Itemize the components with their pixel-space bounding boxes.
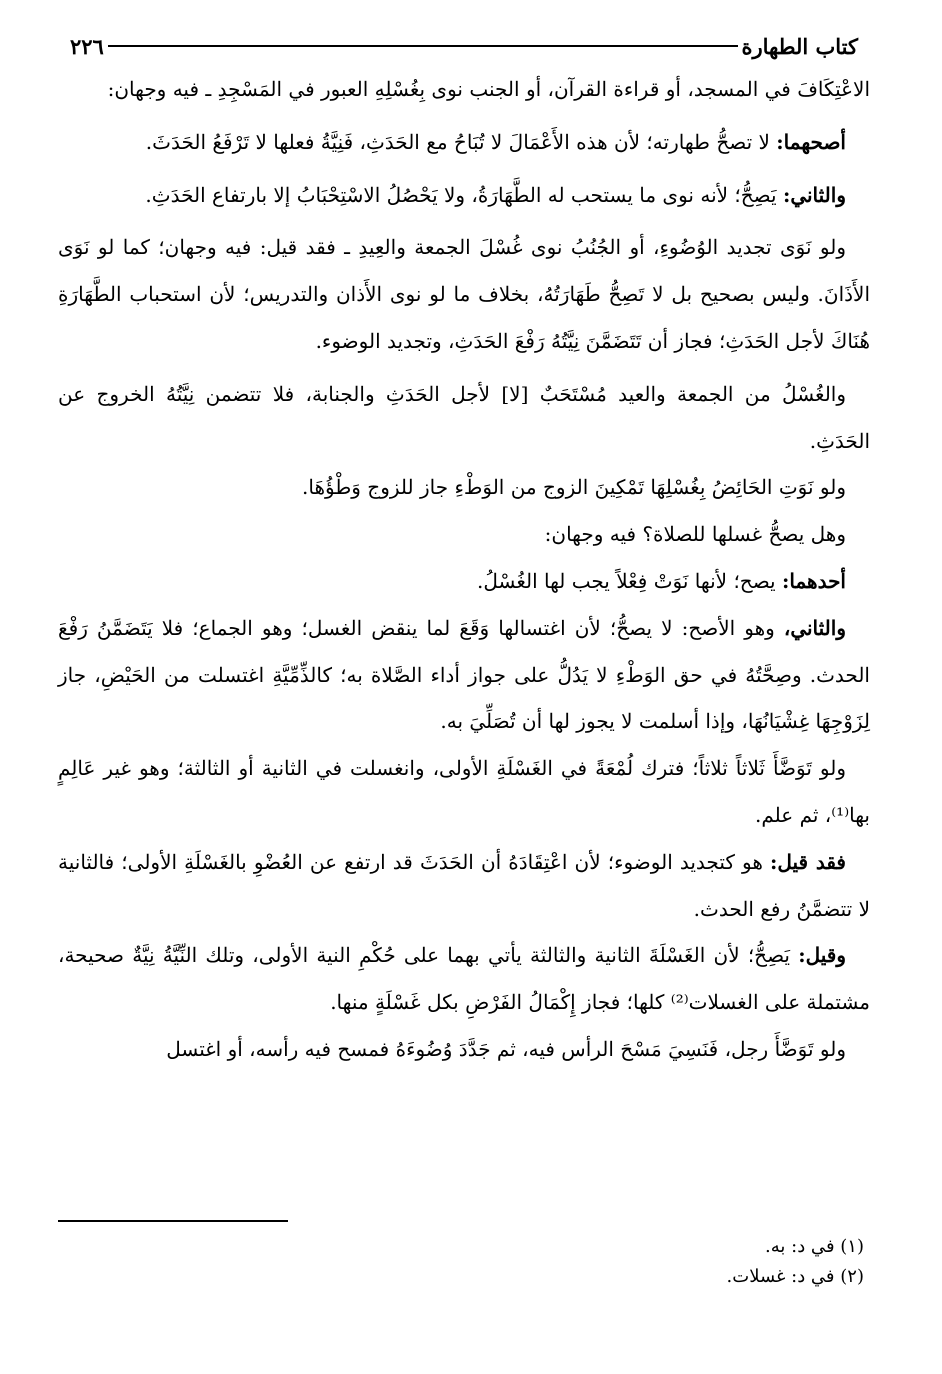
footnote-separator xyxy=(58,1220,288,1222)
header-rule xyxy=(108,45,738,47)
paragraph-text: وهل يصحُّ غسلها للصلاة؟ فيه وجهان: xyxy=(544,522,846,547)
document-page xyxy=(58,30,870,1354)
paragraph xyxy=(58,511,870,558)
paragraph xyxy=(58,558,870,605)
paragraph-lead: وقيل: xyxy=(798,943,846,968)
paragraph xyxy=(58,371,870,465)
paragraph xyxy=(58,172,870,219)
paragraph-lead: والثاني: xyxy=(782,182,846,207)
paragraph-text: يَصِحُّ؛ لأنه نوى ما يستحب له الطَّهَارَةُ، ولا يَحْصُلُ الاسْتِحْبَابُ إلا بارتفاع الحَدَثِ. xyxy=(145,182,783,207)
paragraph xyxy=(58,66,870,113)
paragraph-text: يصح؛ لأنها نَوَتْ فِعْلاً يجب لها الغُسْلُ. xyxy=(476,568,782,593)
paragraph-lead: أحدهما: xyxy=(781,568,846,593)
paragraph-text: والغُسْلُ من الجمعة والعيد مُسْتَحَبٌ [لا] لأجل الحَدَثِ والجنابة، فلا تتضمن نِيَّتُهُ الخروج عن الحَدَثِ. xyxy=(58,381,870,453)
paragraph-lead: أصحهما: xyxy=(776,129,846,154)
running-header xyxy=(58,30,870,62)
paragraph-text: ولو نَوَى تجديد الوُضُوءِ، أو الجُنُبُ نوى غُسْلَ الجمعة والعِيدِ ـ فقد قيل: فيه وجهان؛ كما لو نَوَى الأَذَانَ. وليس بصحيح بل لا تَصِحُّ طَهَارَتُهُ، بخلاف ما لو نوى الأَذان والتدريس؛ لأن استحباب الطَّهَارَةِ هُنَاكَ لأجل الحَدَثِ؛ فجاز أن تَتَضَمَّنَ نِيَّتُهُ رَفْعَ الحَدَثِ، وتجديد الوضوء. xyxy=(58,235,871,353)
paragraph xyxy=(58,224,870,364)
footnote: (١) في د: به. xyxy=(765,1236,864,1257)
footnotes xyxy=(58,1232,870,1292)
paragraph xyxy=(58,745,870,839)
paragraph xyxy=(58,464,870,511)
paragraph xyxy=(58,605,870,745)
body-text xyxy=(58,66,870,1073)
page-number: ٢٢٦ xyxy=(70,33,104,59)
paragraph xyxy=(58,1026,870,1073)
paragraph-text: وهو الأصح: لا يصحُّ؛ لأن اغتسالها وَقَعَ لما ينقض الغسل؛ وهو الجماع؛ فلا يَتَضَمَّنُ رَفْعَ الحدث. وصِحَّتُهُ في حق الوَطْءِ لا يَدُلُّ على جواز أداء الصَّلاة به؛ كالذِّمِّيَّةِ اغتسلت من الحَيْضِ، جاز لِزَوْجِهَا غِشْيَانُهَا، وإذا أسلمت لا يجوز لها أن تُصَلِّيَ به. xyxy=(58,615,870,734)
paragraph-text: هو كتجديد الوضوء؛ لأن اعْتِقَادَهُ أن الحَدَثَ قد ارتفع عن العُضْوِ بالغَسْلَةِ الأولى؛ فالثانية لا تتضمَّنُ رفع الحدث. xyxy=(58,849,870,921)
paragraph-text: ولو نَوَتِ الحَائِضُ بِغُسْلِهَا تَمْكِينَ الزوج من الوَطْءِ جاز للزوج وَطْؤُهَا. xyxy=(302,475,846,500)
paragraph-text: يَصِحُّ؛ لأن الغَسْلَةَ الثانية والثالثة يأتي بهما على حُكْمِ النية الأولى، وتلك النِّيَّةُ نِيَّةٌ صحيحة، مشتملة على الغسلات⁽²⁾ كلها؛ فجاز إِكْمَالُ الفَرْضِ بكل غَسْلَةٍ منها. xyxy=(58,943,870,1015)
paragraph-text: ولو تَوَضَّأَ ثَلاثاً ثلاثاً؛ فترك لُمْعَةً في الغَسْلَةِ الأولى، وانغسلت في الثانية أو الثالثة؛ وهو غير عَالِمٍ بها⁽¹⁾، ثم علم. xyxy=(58,756,870,827)
paragraph-text: ولو تَوَضَّأَ رجل، فَنَسِيَ مَسْحَ الرأس فيه، ثم جَدَّدَ وُضُوءَهُ فمسح فيه رأسه، أو اغتسل xyxy=(166,1036,846,1061)
chapter-title: كتاب الطهارة xyxy=(741,33,858,59)
paragraph-text: الاعْتِكَافَ في المسجد، أو قراءة القرآن، أو الجنب نوى بِغُسْلِهِ العبور في المَسْجِدِ ـ فيه وجهان: xyxy=(107,77,870,101)
paragraph-text: لا تصحُّ طهارته؛ لأن هذه الأَعْمَالَ لا تُبَاحُ مع الحَدَثِ، فَنِيَّةُ فعلها لا تَرْفَعُ الحَدَثَ. xyxy=(145,129,777,154)
paragraph xyxy=(58,839,870,933)
paragraph-lead: والثاني، xyxy=(783,615,846,640)
paragraph xyxy=(58,119,870,166)
paragraph-lead: فقد قيل: xyxy=(769,849,846,874)
paragraph xyxy=(58,932,870,1026)
footnote: (٢) في د: غسلات. xyxy=(726,1266,864,1287)
